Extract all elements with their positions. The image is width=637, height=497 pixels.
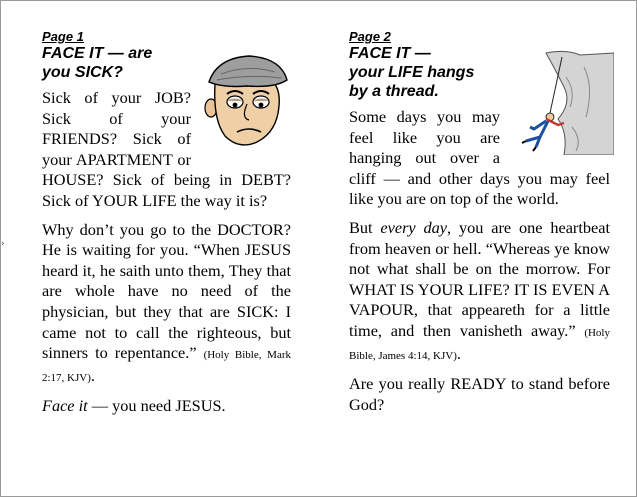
page-2-paragraph-3: Are you really READY to stand before God? bbox=[349, 374, 610, 414]
page-2-paragraph-2 bbox=[349, 218, 610, 366]
page-1-paragraph-1: Sick of your JOB? Sick of your FRIENDS? Sick of your APARTMENT or HOUSE? Sick of being in DEBT? Sick of YOUR LIFE the way it is? bbox=[42, 88, 291, 210]
page-2-column bbox=[349, 29, 610, 423]
page-1-label: Page 1 bbox=[42, 29, 84, 44]
page-2-paragraph-2-start: But bbox=[349, 217, 381, 237]
page-1-face-it-italic: Face it bbox=[42, 396, 88, 416]
page-1-paragraph-3-rest: — you need JESUS. bbox=[87, 396, 226, 416]
page-1-paragraph-2-text: Why don’t you go to the DOCTOR? He is waiting for you. “When JESUS heard it, he saith unto them, They that are whole have no need of the physician, but they that are SICK: I came not to call the righteous, but sinners to repentance.” bbox=[42, 219, 291, 363]
margin-marker: › bbox=[1, 239, 5, 249]
page-1-citation: (Holy Bible, Mark 2:17, KJV) bbox=[42, 349, 291, 384]
page-1-heading-line-2: you SICK? bbox=[42, 64, 123, 81]
page-1-column bbox=[42, 29, 291, 425]
page-1-paragraph-2 bbox=[42, 220, 291, 389]
sick-face-with-ice-pack-icon bbox=[197, 50, 297, 150]
page-2-heading-line-3: by a thread. bbox=[349, 83, 439, 100]
page-2-citation: (Holy Bible, James 4:14, KJV) bbox=[349, 326, 610, 362]
page-2-every-day-italic: every day bbox=[380, 217, 448, 237]
page-2-label: Page 2 bbox=[349, 29, 391, 44]
page-1-heading-line-1: FACE IT — are bbox=[42, 45, 153, 62]
page-2-heading-line-2: your LIFE hangs bbox=[349, 64, 475, 81]
page-2-heading-line-1: FACE IT — bbox=[349, 45, 431, 62]
page-2-paragraph-2-text: , you are one heartbeat from heaven or hell. “Whereas ye know not what shall be on the morrow. For WHAT IS YOUR LIFE? IT IS EVEN A VAPOUR, that appeareth for a little time, and then vanisheth away.” bbox=[349, 217, 610, 340]
page-1-paragraph-2-end: . bbox=[90, 365, 95, 385]
page-2-paragraph-1: Some days you may feel like you are hanging out over a cliff — and other days you may feel like you are on top of the world. bbox=[349, 107, 610, 209]
climber-hanging-from-cliff-icon bbox=[506, 47, 614, 155]
page-1-paragraph-3 bbox=[42, 396, 291, 417]
page-2-paragraph-2-end: . bbox=[456, 343, 461, 363]
